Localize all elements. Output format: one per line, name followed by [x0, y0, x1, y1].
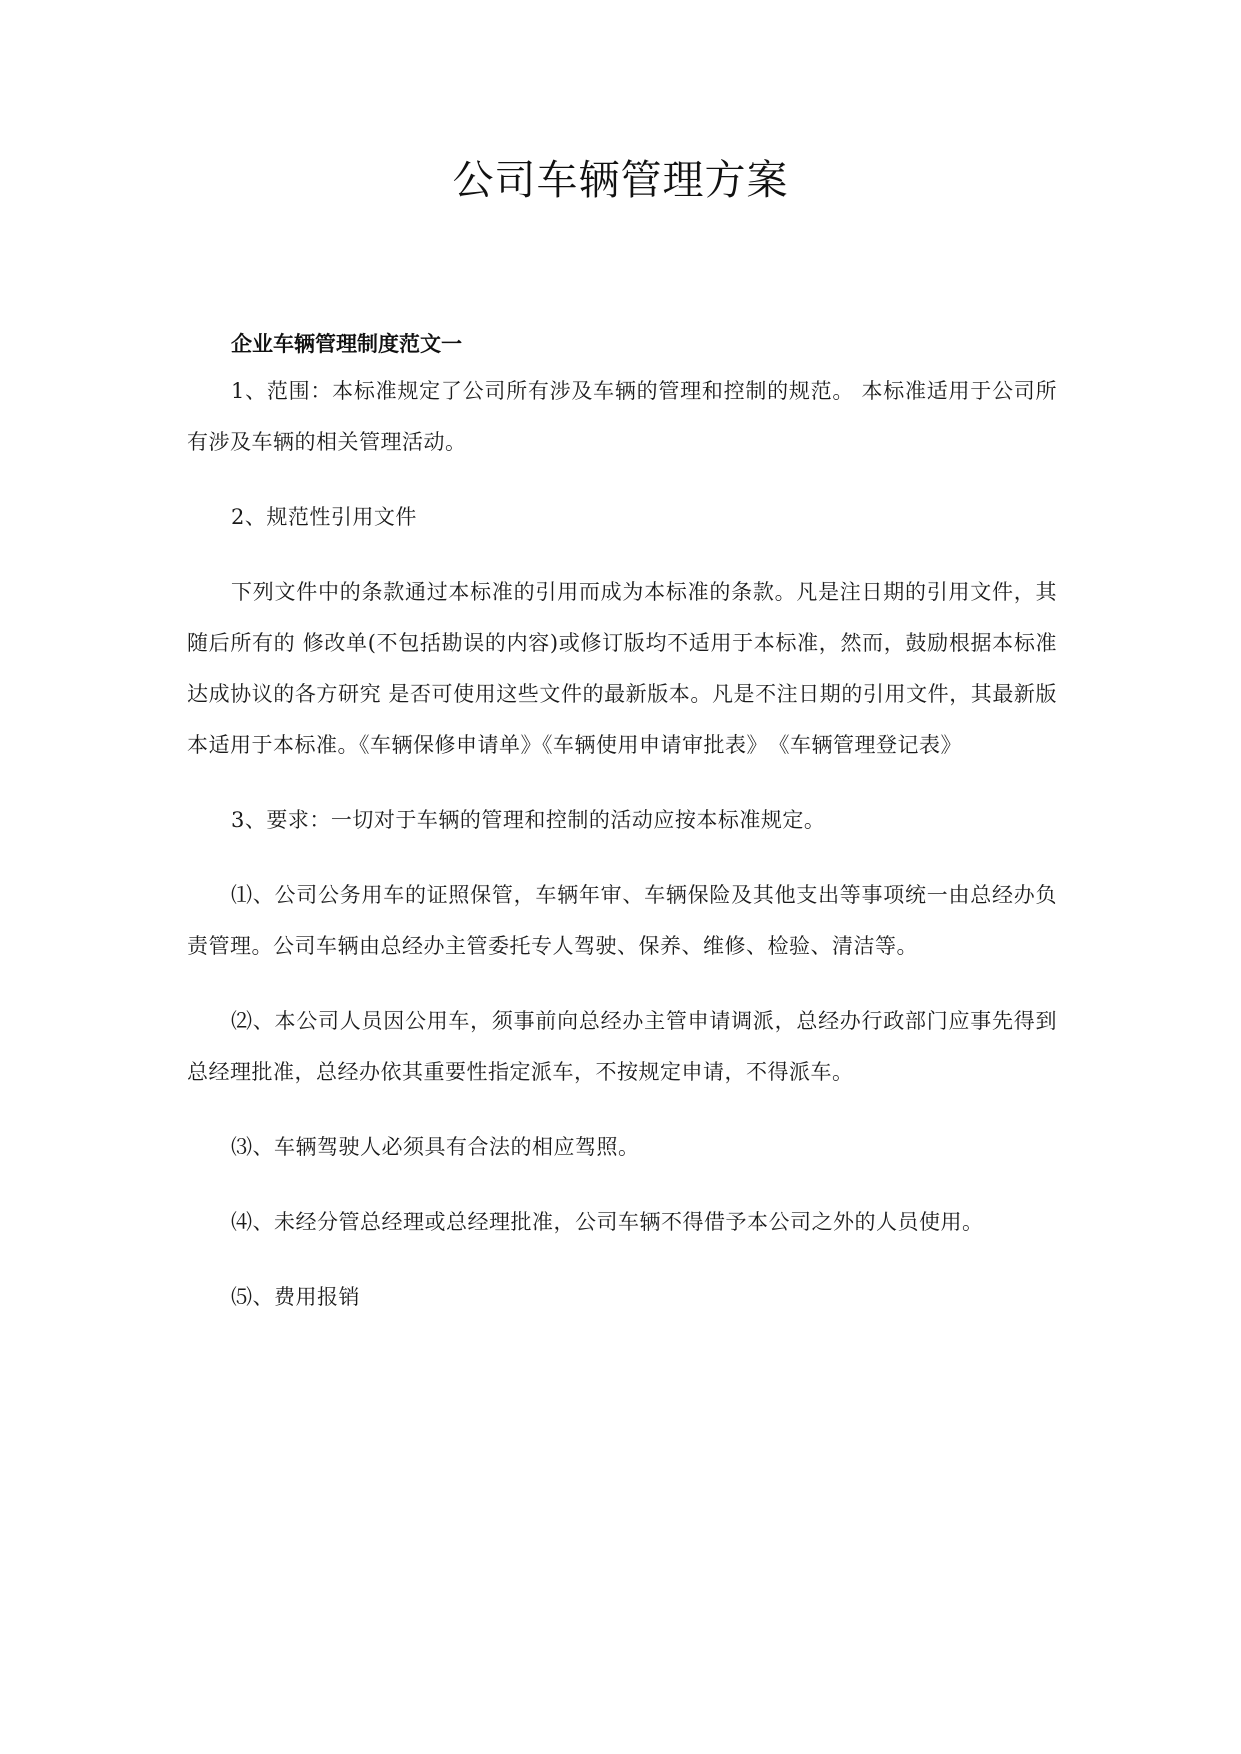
paragraph-item-4: ⑷、未经分管总经理或总经理批准，公司车辆不得借予本公司之外的人员使用。	[231, 1210, 984, 1234]
paragraph-item-3: ⑶、车辆驾驶人必须具有合法的相应驾照。	[231, 1135, 640, 1159]
paragraph-item-1: ⑴、公司公务用车的证照保管，车辆年审、车辆保险及其他支出等事项统一由总经办负责管理。公司车辆由总经办主管委托专人驾驶、保养、维修、检验、清洁等。	[187, 883, 1057, 958]
paragraph-gap	[187, 543, 1057, 567]
paragraph-item-5: ⑸、费用报销	[231, 1285, 360, 1309]
paragraph-scope: 1、范围：本标准规定了公司所有涉及车辆的管理和控制的规范。 本标准适用于公司所有涉及车辆的相关管理活动。	[187, 379, 1057, 454]
document-body	[187, 322, 1057, 1323]
paragraph-normative-references: 下列文件中的条款通过本标准的引用而成为本标准的条款。凡是注日期的引用文件，其随后所有的 修改单(不包括勘误的内容)或修订版均不适用于本标准，然而，鼓励根据本标准达成协议的各方研究 是否可使用这些文件的最新版本。凡是不注日期的引用文件，其最新版本适用于本标准。《车辆保修申请单》《车辆使用申请审批表》 《车辆管理登记表》	[187, 580, 1057, 757]
document-title: 公司车辆管理方案	[452, 156, 789, 204]
paragraph-gap	[187, 1173, 1057, 1197]
paragraph-gap	[187, 972, 1057, 996]
paragraph-gap	[187, 771, 1057, 795]
paragraph-gap	[187, 468, 1057, 492]
paragraph-item-2: ⑵、本公司人员因公用车，须事前向总经办主管申请调派，总经办行政部门应事先得到总经理批准，总经办依其重要性指定派车，不按规定申请，不得派车。	[187, 1009, 1057, 1084]
paragraph-gap	[187, 1098, 1057, 1122]
section-heading: 企业车辆管理制度范文一	[231, 332, 462, 356]
paragraph-requirements: 3、要求：一切对于车辆的管理和控制的活动应按本标准规定。	[231, 808, 826, 832]
paragraph-normative-references-heading: 2、规范性引用文件	[231, 505, 417, 529]
paragraph-gap	[187, 846, 1057, 870]
paragraph-gap	[187, 1248, 1057, 1272]
